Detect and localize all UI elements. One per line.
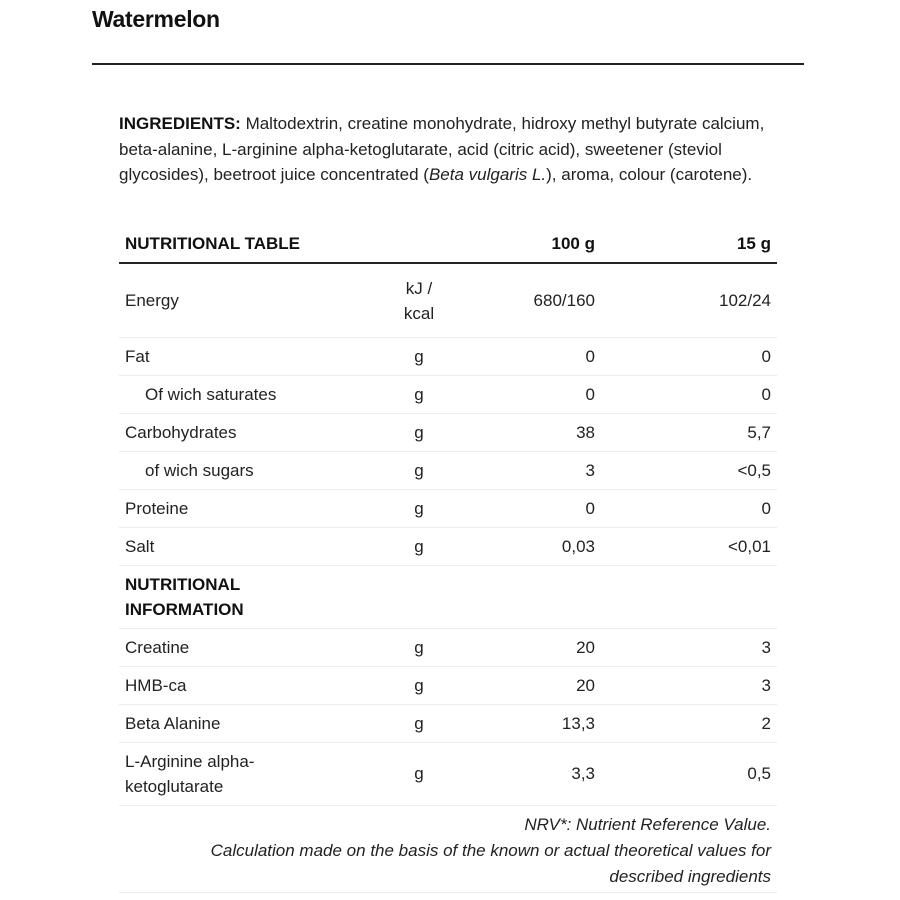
table-row xyxy=(119,452,777,490)
row-unit: g xyxy=(414,536,424,556)
table-row xyxy=(119,490,777,528)
footnote-line-3: described ingredients xyxy=(609,867,771,886)
row-unit: g xyxy=(414,422,424,442)
row-per-100g: 0 xyxy=(585,346,595,366)
row-name: Salt xyxy=(125,536,155,556)
row-name: Creatine xyxy=(125,637,190,657)
section-heading xyxy=(119,572,319,622)
title-divider xyxy=(92,63,804,65)
row-unit xyxy=(359,276,479,326)
row-per-15g: 0 xyxy=(761,384,771,404)
ingredients-paragraph xyxy=(119,111,789,188)
row-name-line-2: ketoglutarate xyxy=(125,777,224,796)
row-per-15g: 2 xyxy=(761,713,771,733)
table-row xyxy=(119,629,777,667)
header-per-100g: 100 g xyxy=(551,233,595,253)
table-row xyxy=(119,528,777,566)
row-unit: g xyxy=(414,713,424,733)
footnote xyxy=(119,806,777,893)
row-per-100g: 0 xyxy=(585,384,595,404)
row-per-15g: 0,5 xyxy=(747,764,771,783)
row-name: Beta Alanine xyxy=(125,713,221,733)
row-per-100g: 3 xyxy=(585,460,595,480)
table-row xyxy=(119,705,777,743)
row-name: of wich sugars xyxy=(145,460,254,480)
row-name xyxy=(119,749,359,799)
row-name: Carbohydrates xyxy=(125,422,237,442)
footnote-line-2: Calculation made on the basis of the known or actual theoretical values for xyxy=(210,841,771,860)
row-per-15g: 102/24 xyxy=(719,290,771,310)
row-per-100g: 0,03 xyxy=(561,536,595,556)
row-unit: g xyxy=(414,498,424,518)
row-per-100g: 13,3 xyxy=(561,713,595,733)
row-per-100g: 20 xyxy=(576,637,595,657)
table-row xyxy=(119,338,777,376)
table-row-energy xyxy=(119,264,777,338)
ingredients-text: Maltodextrin, creatine monohydrate, hidroxy methyl butyrate calcium, beta-alanine, L-arginine alpha-ketoglutarate, acid (citric acid), sweetener (steviol glycosides), beetroot juice concentrated ( xyxy=(119,114,765,184)
row-name: Energy xyxy=(125,290,179,310)
row-unit: g xyxy=(414,346,424,366)
ingredients-label: INGREDIENTS: xyxy=(119,114,241,133)
row-name-line-1: L-Arginine alpha- xyxy=(125,752,255,771)
section-heading-line-2: INFORMATION xyxy=(125,600,244,619)
row-per-100g: 3,3 xyxy=(571,764,595,783)
row-per-15g: 0 xyxy=(761,498,771,518)
row-name: Fat xyxy=(125,346,150,366)
row-per-100g: 680/160 xyxy=(533,290,595,310)
row-per-15g: 3 xyxy=(761,675,771,695)
table-row xyxy=(119,667,777,705)
row-per-15g: 0 xyxy=(761,346,771,366)
row-per-15g: <0,01 xyxy=(727,536,771,556)
row-per-100g: 0 xyxy=(585,498,595,518)
ingredients-latin-name: Beta vulgaris L. xyxy=(428,165,547,184)
row-unit: g xyxy=(414,460,424,480)
table-row xyxy=(119,376,777,414)
row-name: HMB-ca xyxy=(125,675,187,695)
header-name: NUTRITIONAL TABLE xyxy=(125,233,301,253)
unit-line-2: kcal xyxy=(403,303,435,323)
row-per-100g: 20 xyxy=(576,675,595,695)
section-heading-row xyxy=(119,566,777,629)
table-header-row xyxy=(119,225,777,264)
row-per-15g: 3 xyxy=(761,637,771,657)
footnote-line-1: NRV*: Nutrient Reference Value. xyxy=(524,815,771,834)
header-per-15g: 15 g xyxy=(736,233,771,253)
product-title: Watermelon xyxy=(92,6,220,32)
row-name: Of wich saturates xyxy=(145,384,277,404)
row-per-100g: 38 xyxy=(576,422,595,442)
table-row xyxy=(119,743,777,806)
section-heading-line-1: NUTRITIONAL xyxy=(125,575,241,594)
row-per-15g: <0,5 xyxy=(737,460,771,480)
unit-line-1: kJ / xyxy=(405,278,433,298)
row-name: Proteine xyxy=(125,498,189,518)
row-unit: g xyxy=(414,637,424,657)
row-per-15g: 5,7 xyxy=(747,422,771,442)
row-unit: g xyxy=(414,675,424,695)
nutrition-table xyxy=(119,225,777,893)
ingredients-text-end: ), aroma, colour (carotene). xyxy=(546,165,753,184)
table-row xyxy=(119,414,777,452)
row-unit: g xyxy=(414,764,424,783)
row-unit: g xyxy=(414,384,424,404)
